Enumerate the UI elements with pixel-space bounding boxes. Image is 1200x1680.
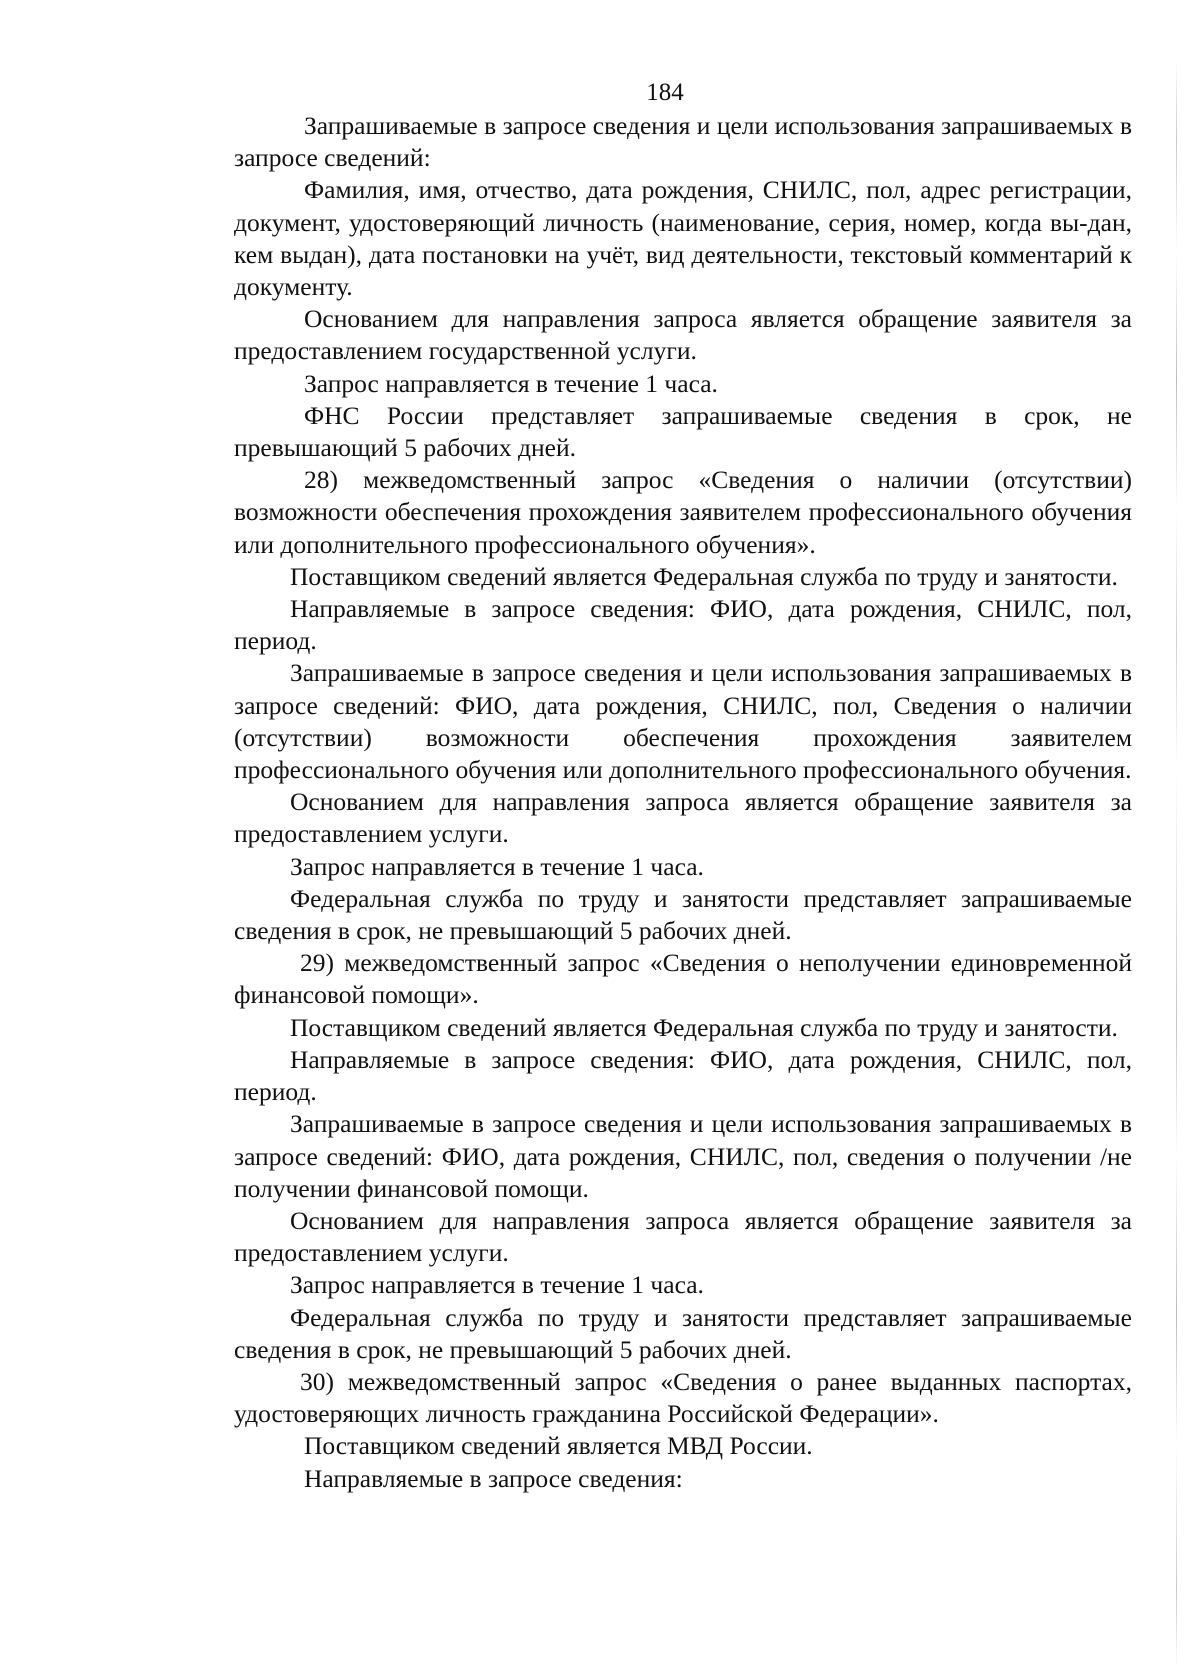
paragraph: Поставщиком сведений является МВД России. [304, 1431, 813, 1461]
paragraph: Федеральная служба по труду и занятости представляет запрашиваемые сведения в срок, не превышающий 5 рабочих дней. [234, 1302, 1132, 1364]
paragraph: ФНС России представляет запрашиваемые сведения в срок, не превышающий 5 рабочих дней. [234, 400, 1132, 463]
paragraph: Фамилия, имя, отчество, дата рождения, СНИЛС, пол, адрес регистрации, документ, удостоверяющий личность (наименование, серия, номер, когда вы-дан, кем выдан), дата постановки на учёт, вид деятельности, текстовый комментарий к документу. [234, 175, 1132, 302]
scan-edge-artifact [1176, 60, 1177, 1670]
paragraph: Запрос направляется в течение 1 часа. [290, 851, 704, 881]
paragraph: Запрос направляется в течение 1 часа. [304, 368, 718, 398]
paragraph: Направляемые в запросе сведения: ФИО, дата рождения, СНИЛС, пол, период. [234, 594, 1132, 656]
paragraph: Основанием для направления запроса является обращение заявителя за предоставлением государственной услуги. [234, 304, 1132, 366]
paragraph: Поставщиком сведений является Федеральная служба по труду и занятости. [290, 561, 1118, 591]
paragraph: 30) межведомственный запрос «Сведения о ранее выданных паспортах, удостоверяющих личность гражданина Российской Федерации». [234, 1366, 1132, 1429]
paragraph: Федеральная служба по труду и занятости представляет запрашиваемые сведения в срок, не превышающий 5 рабочих дней. [234, 883, 1132, 946]
paragraph: Направляемые в запросе сведения: [304, 1463, 683, 1493]
paragraph: 28) межведомственный запрос «Сведения о наличии (отсутствии) возможности обеспечения прохождения заявителем профессионального обучения или дополнительного профессионального обучения». [234, 465, 1132, 559]
paragraph: Основанием для направления запроса является обращение заявителя за предоставлением услуги. [234, 787, 1132, 849]
document-body [234, 110, 1132, 1495]
paragraph: Поставщиком сведений является Федеральная служба по труду и занятости. [290, 1012, 1118, 1042]
paragraph: 29) межведомственный запрос «Сведения о неполучении единовременной финансовой помощи». [234, 948, 1132, 1010]
paragraph: Запрашиваемые в запросе сведения и цели использования запрашиваемых в запросе сведений: ФИО, дата рождения, СНИЛС, пол, Сведения о наличии (отсутствии) возможности обеспечения прохождения заявителем профессионального обучения или дополнительного профессионального обучения. [234, 658, 1132, 785]
paragraph: Запрос направляется в течение 1 часа. [290, 1270, 704, 1300]
paragraph: Запрашиваемые в запросе сведения и цели использования запрашиваемых в запросе сведений: ФИО, дата рождения, СНИЛС, пол, сведения о получении /не получении финансовой помощи. [234, 1109, 1132, 1203]
paragraph: Направляемые в запросе сведения: ФИО, дата рождения, СНИЛС, пол, период. [234, 1044, 1132, 1107]
paragraph: Запрашиваемые в запросе сведения и цели использования запрашиваемых в запросе сведений: [234, 111, 1132, 173]
page-number: 184 [646, 79, 684, 106]
paragraph: Основанием для направления запроса является обращение заявителя за предоставлением услуги. [234, 1205, 1132, 1268]
